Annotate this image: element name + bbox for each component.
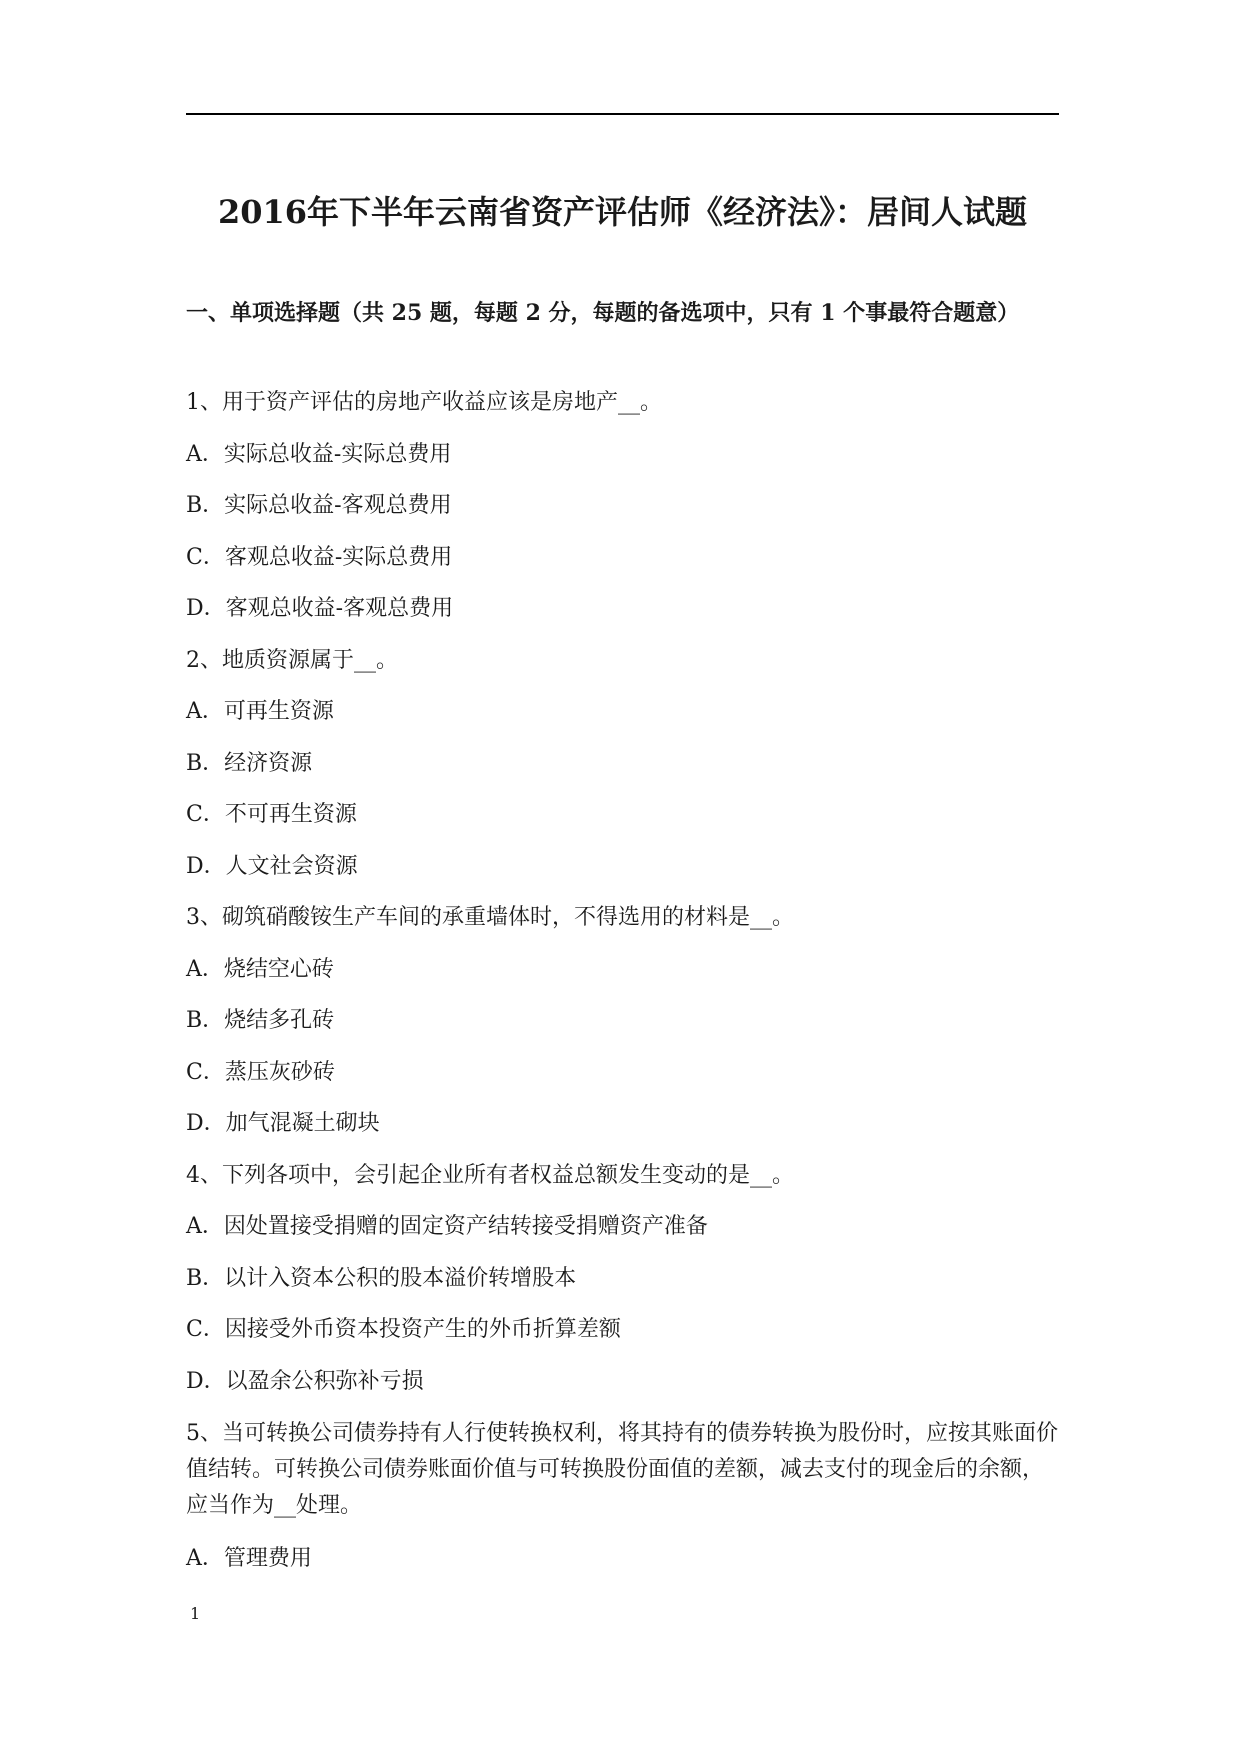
answer-option: B．经济资源 bbox=[186, 750, 313, 776]
answer-option: A．烧结空心砖 bbox=[186, 956, 334, 982]
answer-option: D．以盈余公积弥补亏损 bbox=[186, 1368, 424, 1394]
answer-option: D．人文社会资源 bbox=[186, 853, 358, 879]
answer-option: D．加气混凝土砌块 bbox=[186, 1111, 380, 1136]
question-line: 2、地质资源属于__。 bbox=[186, 647, 398, 673]
answer-option: A．可再生资源 bbox=[186, 699, 334, 724]
answer-option: C．客观总收益-实际总费用 bbox=[186, 544, 453, 570]
answer-option: A．管理费用 bbox=[186, 1545, 312, 1571]
section-heading: 一、单项选择题（共 25 题，每题 2 分，每题的备选项中，只有 1 个事最符合题意） bbox=[186, 300, 1020, 326]
question-line: 4、下列各项中，会引起企业所有者权益总额发生变动的是__。 bbox=[186, 1162, 794, 1188]
page-number: 1 bbox=[190, 1604, 201, 1623]
document-title: 2016年下半年云南省资产评估师《经济法》：居间人试题 bbox=[217, 193, 1028, 231]
header-rule bbox=[186, 113, 1059, 115]
answer-option: D．客观总收益-客观总费用 bbox=[186, 596, 454, 621]
answer-option: B．烧结多孔砖 bbox=[186, 1008, 335, 1033]
answer-option: B．实际总收益-客观总费用 bbox=[186, 493, 452, 518]
answer-option: C．蒸压灰砂砖 bbox=[186, 1059, 335, 1085]
question-line: 3、砌筑硝酸铵生产车间的承重墙体时，不得选用的材料是__。 bbox=[186, 905, 794, 930]
question-line: 5、当可转换公司债券持有人行使转换权利，将其持有的债券转换为股份时，应按其账面价值结转。可转换公司债券账面价值与可转换股份面值的差额，减去支付的现金后的余额，应当作为__处理。 bbox=[186, 1421, 1059, 1518]
answer-option: C．不可再生资源 bbox=[186, 802, 357, 827]
question-list bbox=[186, 386, 1059, 1593]
answer-option: A．实际总收益-实际总费用 bbox=[186, 441, 452, 467]
answer-option: B．以计入资本公积的股本溢价转增股本 bbox=[186, 1265, 577, 1291]
question-line: 1、用于资产评估的房地产收益应该是房地产__。 bbox=[186, 390, 662, 415]
answer-option: C．因接受外币资本投资产生的外币折算差额 bbox=[186, 1317, 621, 1342]
answer-option: A．因处置接受捐赠的固定资产结转接受捐赠资产准备 bbox=[186, 1214, 708, 1239]
